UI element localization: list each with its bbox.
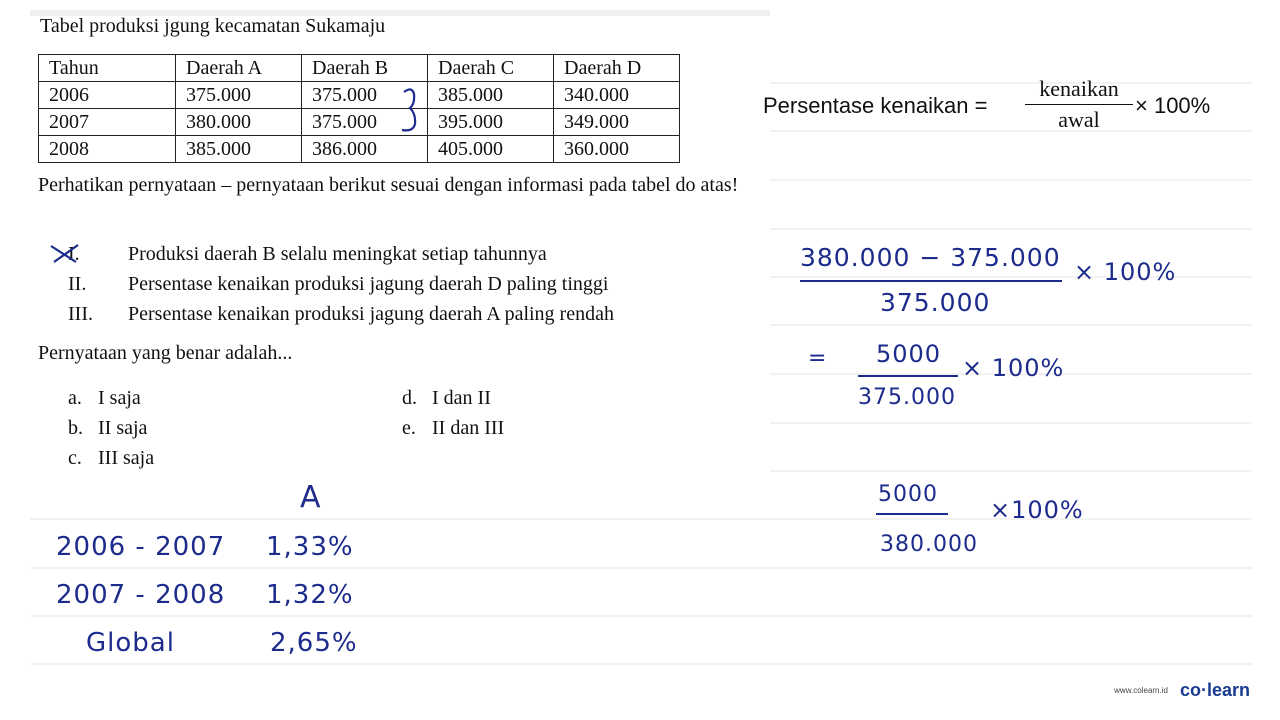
calc2-multiplier: × 100% — [962, 354, 1065, 382]
option-text: I dan II — [432, 387, 491, 409]
option-letter: d. — [402, 387, 417, 409]
column-header: Daerah A — [176, 55, 302, 82]
statement-text: Produksi daerah B selalu meningkat setiap tahunnya — [128, 243, 547, 265]
option-a[interactable] — [68, 387, 141, 410]
option-text: II saja — [98, 417, 148, 439]
calc1-numerator: 380.000 − 375.000 — [800, 243, 1061, 272]
growth-value: 1,32% — [266, 580, 354, 610]
option-e[interactable] — [402, 417, 504, 440]
formula-denominator: awal — [1058, 107, 1100, 132]
calc3-fraction-bar — [876, 513, 948, 515]
column-header: Daerah D — [554, 55, 680, 82]
strike-mark — [48, 242, 82, 266]
instruction-text: Perhatikan pernyataan – pernyataan berikut sesuai dengan informasi pada tabel do atas! — [38, 174, 739, 196]
option-text: II dan III — [432, 417, 505, 439]
growth-value: 1,33% — [266, 532, 354, 562]
option-letter: a. — [68, 387, 82, 409]
option-letter: e. — [402, 417, 416, 439]
table-cell: 375.000 — [302, 109, 428, 136]
statement-text: Persentase kenaikan produksi jagung daerah A paling rendah — [128, 303, 614, 325]
fraction-bar — [1025, 104, 1133, 105]
footer-url[interactable]: www.colearn.id — [1114, 686, 1168, 695]
statement-number: III. — [68, 303, 93, 325]
table-cell: 2007 — [39, 109, 176, 136]
growth-value: 2,65% — [270, 628, 358, 658]
colearn-logo: co·learn — [1179, 680, 1250, 700]
table-cell: 360.000 — [554, 136, 680, 163]
table-cell: 380.000 — [176, 109, 302, 136]
option-b[interactable] — [68, 417, 147, 440]
calc2-equals: = — [808, 346, 828, 371]
table-cell: 386.000 — [302, 136, 428, 163]
calc1-fraction-bar — [800, 280, 1062, 282]
calc3-denominator: 380.000 — [880, 532, 978, 557]
formula-fraction — [1025, 75, 1133, 134]
statement-text: Persentase kenaikan produksi jagung daerah D paling tinggi — [128, 273, 609, 295]
option-d[interactable] — [402, 387, 491, 410]
calc1-denominator: 375.000 — [880, 288, 991, 317]
calc2-denominator: 375.000 — [858, 385, 956, 410]
calc1-multiplier: × 100% — [1074, 258, 1177, 286]
growth-period: 2006 - 2007 — [56, 532, 226, 562]
production-table — [38, 54, 680, 163]
option-letter: c. — [68, 447, 82, 469]
table-cell: 385.000 — [176, 136, 302, 163]
option-letter: b. — [68, 417, 83, 439]
calc3-numerator: 5000 — [878, 482, 938, 507]
formula-label: Persentase kenaikan = — [763, 93, 988, 118]
table-cell: 349.000 — [554, 109, 680, 136]
statement-number: II. — [68, 273, 87, 295]
formula-numerator: kenaikan — [1039, 76, 1119, 101]
table-cell: 385.000 — [428, 82, 554, 109]
statement-number: I. — [68, 243, 80, 265]
column-header: Daerah B — [302, 55, 428, 82]
calc2-fraction-bar — [858, 375, 958, 377]
option-c[interactable] — [68, 447, 154, 470]
growth-period: Global — [86, 628, 175, 658]
column-header: Daerah C — [428, 55, 554, 82]
table-cell: 2008 — [39, 136, 176, 163]
table-cell: 2006 — [39, 82, 176, 109]
table-row — [39, 82, 680, 109]
table-row — [39, 136, 680, 163]
option-text: I saja — [98, 387, 141, 409]
calc2-numerator: 5000 — [876, 340, 942, 368]
table-row — [39, 109, 680, 136]
table-cell: 340.000 — [554, 82, 680, 109]
table-cell: 375.000 — [302, 82, 428, 109]
option-text: III saja — [98, 447, 155, 469]
table-title: Tabel produksi jgung kecamatan Sukamaju — [40, 15, 386, 37]
growth-period: 2007 - 2008 — [56, 580, 226, 610]
table-cell: 395.000 — [428, 109, 554, 136]
table-cell: 375.000 — [176, 82, 302, 109]
brace-annotation — [396, 84, 426, 134]
calc3-multiplier: ×100% — [990, 496, 1084, 524]
region-label: A — [300, 480, 322, 515]
formula-suffix: × 100% — [1135, 93, 1211, 118]
footer-branding — [1114, 680, 1250, 701]
table-cell: 405.000 — [428, 136, 554, 163]
table-header-row — [39, 55, 680, 82]
question-text: Pernyataan yang benar adalah... — [38, 342, 293, 364]
column-header: Tahun — [39, 55, 176, 82]
